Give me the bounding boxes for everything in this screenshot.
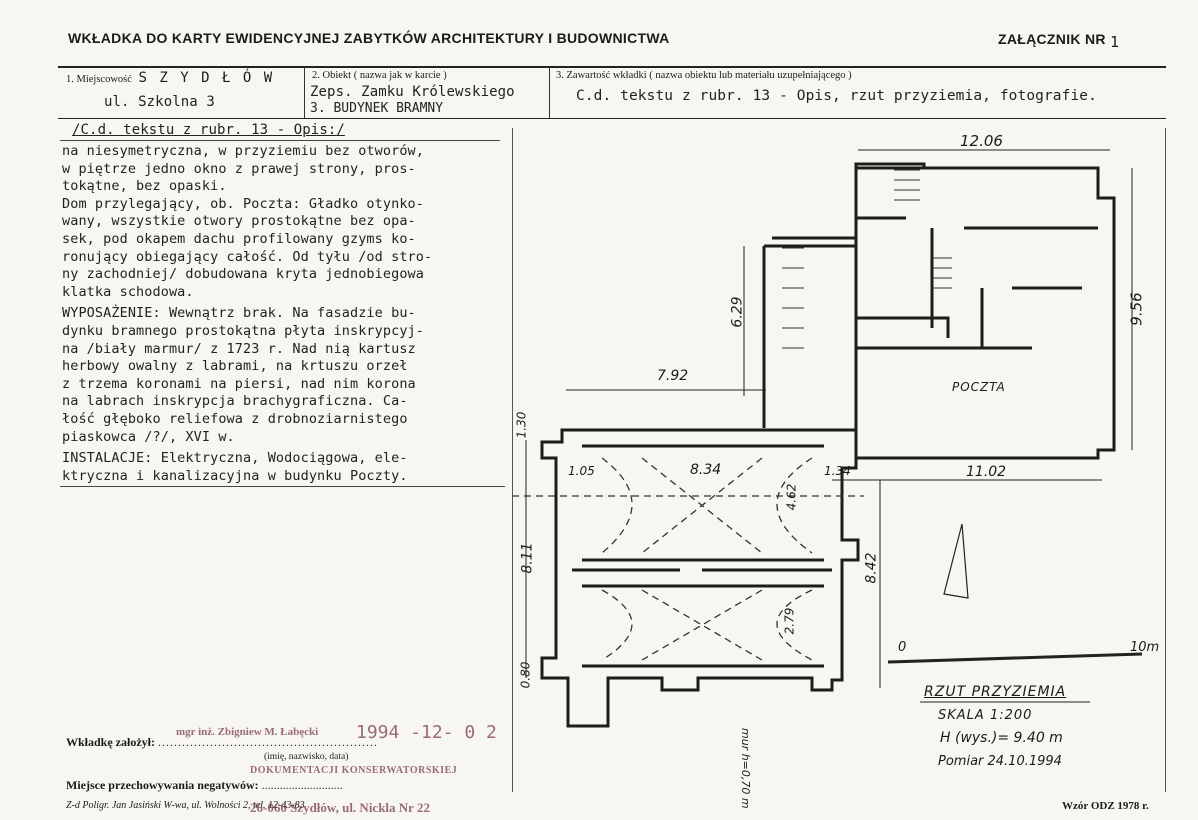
dim-left-height: 6.29: [729, 296, 746, 328]
dim-bottom-small: 0.80: [518, 661, 533, 689]
header-rule-bottom: [58, 118, 1166, 119]
dim-right: 9.56: [1127, 292, 1146, 326]
stair-annex: [764, 238, 856, 428]
field-2-label: 2. Obiekt ( nazwa jak w karcie ): [312, 70, 447, 81]
field-divider-2: [549, 66, 550, 118]
dim-inner-w: 8.34: [690, 462, 722, 478]
dim-left-width: 7.92: [657, 368, 689, 384]
stairs-left: [782, 248, 804, 348]
field-2-line2: 3. BUDYNEK BRAMNY: [310, 101, 444, 116]
scale-bar: [888, 654, 1142, 662]
annex-number: 1: [1110, 33, 1120, 51]
field-3-value: C.d. tekstu z rubr. 13 - Opis, rzut przyziemia, fotografie.: [576, 88, 1097, 104]
founder-stamp: mgr inż. Zbigniew M. Łabęcki: [176, 726, 319, 738]
description-line: sek, pod okapem dachu profilowany gzyms ko-: [62, 230, 416, 247]
annex-label-text: ZAŁĄCZNIK NR: [998, 31, 1106, 47]
plan-survey: Pomiar 24.10.1994: [938, 754, 1062, 769]
plan-title: RZUT PRZYZIEMIA: [924, 684, 1067, 700]
negatives-row: [66, 778, 343, 793]
field-divider-1: [304, 66, 305, 118]
dim-inner-h: 4.62: [784, 483, 799, 511]
negatives-label: Miejsce przechowywania negatywów:: [66, 778, 259, 792]
form-number: Wzór ODZ 1978 r.: [1062, 800, 1149, 812]
north-arrow-icon: [944, 524, 968, 598]
header-rule-top: [58, 66, 1166, 68]
scale-ten: 10m: [1130, 640, 1160, 655]
description-line: ktryczna i kanalizacyjna w budynku Poczty.: [62, 467, 408, 484]
description-text: [62, 143, 507, 485]
description-line: klatka schodowa.: [62, 283, 194, 300]
room-label-poczta: POCZTA: [952, 380, 1006, 394]
dim-wall-right: 1.34: [824, 464, 851, 478]
description-line: łość głęboko reliefowa z drobnoziarnistego: [62, 410, 408, 427]
vault-lower: [602, 590, 812, 660]
plan-scale: SKALA 1:200: [938, 708, 1033, 723]
founder-date: 1994 -12- 0 2: [356, 722, 497, 743]
description-line: Dom przylegający, ob. Poczta: Gładko otynko-: [62, 195, 425, 212]
scale-zero: 0: [898, 640, 907, 655]
description-line: ny zachodniej/ dobudowana kryta jednobiegowa: [62, 266, 425, 283]
description-heading: /C.d. tekstu z rubr. 13 - Opis:/: [72, 122, 345, 138]
description-line: w piętrze jedno okno z prawej strony, pros-: [62, 160, 416, 177]
field-1-label: [66, 70, 274, 86]
poczta-outline: [856, 168, 1114, 458]
description-rule-bottom: [60, 486, 505, 487]
page-title: WKŁADKA DO KARTY EWIDENCYJNEJ ZABYTKÓW ARCHITEKTURY I BUDOWNICTWA: [68, 30, 670, 46]
description-line: herbowy owalny z labrami, na krtuszu orzeł: [62, 358, 408, 375]
description-line: dynku bramnego prostokątna płyta inskrypcyj-: [62, 322, 425, 339]
printer-note: Z-d Poligr. Jan Jasiński W-wa, ul. Wolności 2, tel. 12-43-83: [66, 800, 305, 811]
dim-right-tall: 8.42: [863, 552, 880, 584]
description-line: tokątne, bez opaski.: [62, 178, 227, 195]
dim-top: 12.06: [960, 132, 1003, 150]
description-line: na niesymetryczna, w przyziemiu bez otworów,: [62, 143, 425, 159]
negatives-stamp: DOKUMENTACJI KONSERWATORSKIEJ: [250, 765, 458, 776]
dim-lower-h: 2.79: [782, 607, 797, 635]
description-line: wany, wszystkie otwory prostokątne bez opa-: [62, 213, 416, 230]
plan-height: H (wys.)= 9.40 m: [940, 730, 1063, 746]
dim-wall-left: 1.05: [568, 464, 595, 478]
description-rule-top: [60, 140, 500, 141]
dim-left-tall: 8.11: [519, 542, 536, 574]
description-line: na /biały marmur/ z 1723 r. Nad nią kartusz: [62, 340, 416, 357]
dim-right-w: 11.02: [966, 464, 1007, 480]
field-1-street: ul. Szkolna 3: [104, 94, 215, 110]
plan-wall-note: mur h=0,70 m: [739, 728, 752, 809]
dim-small-left: 1.30: [514, 411, 529, 439]
field-1-town: S Z Y D Ł Ó W: [138, 70, 275, 86]
description-line: INSTALACJE: Elektryczna, Wodociągowa, ele-: [62, 450, 408, 467]
founder-dots: .......................................................: [158, 735, 378, 749]
stairs-inner: [932, 258, 952, 288]
founder-label: Wkładkę założył:: [66, 735, 155, 749]
description-line: z trzema koronami na piersi, nad nim korona: [62, 375, 416, 392]
field-3-label: 3. Zawartość wkładki ( nazwa obiektu lub materiału uzupełniającego ): [556, 70, 852, 81]
negatives-dots: ...........................: [261, 778, 343, 792]
annex-label: [998, 30, 1120, 51]
poczta-inner-walls: [856, 218, 1098, 348]
field-1-label-text: 1. Miejscowość: [66, 74, 132, 85]
stamp-address: 26-060 Szydłów, ul. Nickla Nr 22: [250, 800, 430, 815]
description-line: na labrach inskrypcja brachygraficzna. Ca-: [62, 393, 408, 410]
description-line: ronujący obiegający całość. Od tyłu /od stro-: [62, 248, 433, 265]
field-2-line1: Zeps. Zamku Królewskiego: [310, 84, 515, 100]
description-line: piaskowca /?/, XVI w.: [62, 428, 235, 445]
founder-caption: (imię, nazwisko, data): [264, 752, 349, 762]
description-line: WYPOSAŻENIE: Wewnątrz brak. Na fasadzie bu-: [62, 305, 416, 322]
stairs-top: [894, 170, 920, 200]
